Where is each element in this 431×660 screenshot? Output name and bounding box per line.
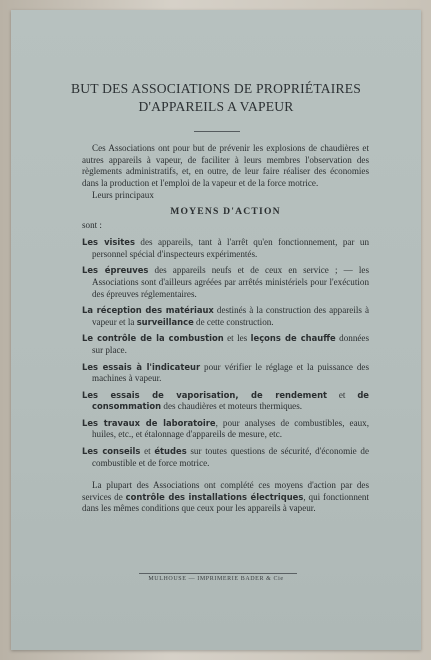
item-bold: Les essais de vaporisation, de rendement [82, 389, 328, 400]
item-bold-2: surveillance [136, 316, 194, 327]
list-item [82, 418, 369, 441]
list-item [82, 265, 369, 300]
item-text: et [327, 389, 358, 400]
list-item [82, 446, 369, 469]
item-bold: Le contrôle de la combustion [82, 333, 224, 344]
list-item [82, 333, 369, 356]
item-text: des appareils, tant à l'arrêt qu'en fonctionnement, par un personnel spécial d'inspecteurs expérimentés. [92, 237, 369, 259]
closing-text: La plupart des Associations ont complété ces moyens d'action par des services de [82, 480, 369, 502]
item-bold: Les essais à l'indicateur [82, 361, 201, 372]
item-text-2: des chaudières et moteurs thermiques. [161, 401, 303, 412]
item-text-2: de cette construction. [193, 316, 274, 327]
item-text: et [140, 446, 155, 457]
item-bold-2: études [154, 446, 187, 457]
item-text-2: sur toutes questions de sécurité, d'économie de combustible et de force motrice. [92, 446, 369, 468]
item-text: destinés à la construction des appareils à vapeur et la [92, 305, 370, 327]
sont-text: sont : [82, 219, 102, 230]
item-text: , pour analyses de combustibles, eaux, huiles, etc., et étalonnage d'appareils de mesure, etc. [92, 417, 369, 440]
item-bold: Les travaux de laboratoire [82, 417, 216, 428]
item-bold: Les conseils [82, 446, 141, 457]
footer-divider [139, 573, 297, 574]
closing-paragraph [82, 480, 369, 515]
list-item [82, 390, 369, 413]
document-body [82, 143, 369, 515]
list-item [82, 237, 369, 260]
item-bold: Les épreuves [82, 265, 149, 276]
lead-text: Leurs principaux [92, 190, 154, 201]
closing-bold: contrôle des installations électriques [125, 491, 304, 502]
item-text: pour vérifier le réglage et la puissance des machines à vapeur. [92, 361, 369, 384]
intro-paragraph: Ces Associations ont pour but de prévenir les explosions de chaudières et autres appareils à vapeur, de faciliter à leurs membres l'observation des règlements administratifs, et, en outre, de leur faire réaliser des économies dans la production et l'emploi de la vapeur et de la force motrice. [82, 143, 369, 188]
item-bold-2: de consommation [92, 389, 369, 412]
item-bold: La réception des matériaux [82, 305, 214, 316]
title-divider [194, 131, 240, 132]
document-page [11, 10, 421, 650]
closing-text-2: , qui fonctionnent dans les mêmes conditions que ceux pour les appareils à vapeur. [82, 491, 369, 514]
item-text: et les [223, 333, 251, 344]
item-bold: Les visites [82, 237, 135, 248]
section-heading: MOYENS D'ACTION [170, 205, 281, 217]
item-text: des appareils neufs et de ceux en service ; — les Associations sont d'ailleurs agréées par arrêtés ministériels pour l'exécution des épreuves réglementaires. [92, 265, 369, 299]
list-item [82, 305, 369, 328]
item-text-2: données sur place. [92, 333, 369, 355]
printer-imprint: MULHOUSE — IMPRIMERIE BADER & Cie [148, 576, 284, 582]
list-item [82, 362, 369, 385]
item-bold-2: leçons de chauffe [250, 333, 336, 344]
title-line-2: D'APPAREILS A VAPEUR [138, 99, 294, 114]
title-line-1: BUT DES ASSOCIATIONS DE PROPRIÉTAIRES [70, 81, 362, 96]
